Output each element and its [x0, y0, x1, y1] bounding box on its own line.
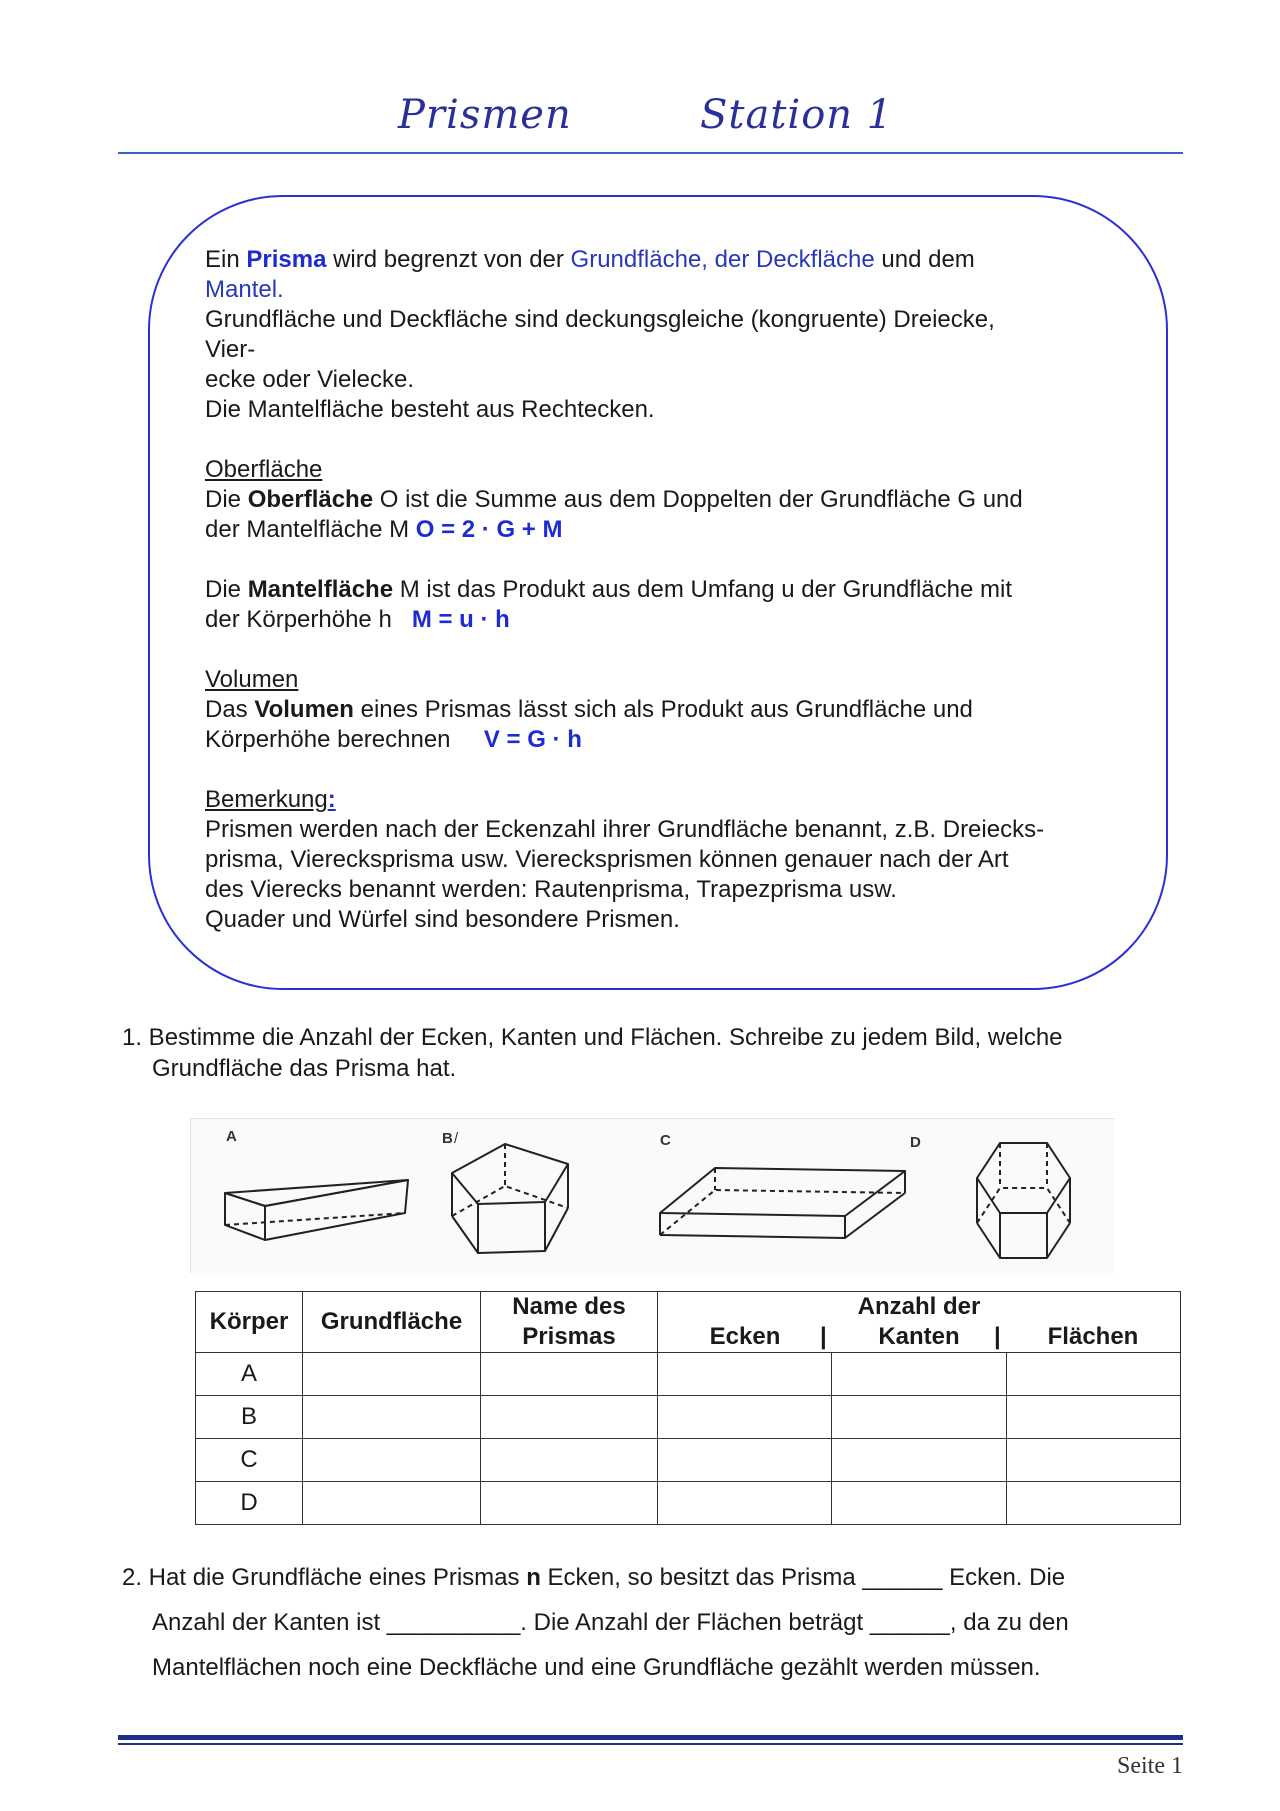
table-cell[interactable] [303, 1482, 481, 1525]
table-row [196, 1353, 1181, 1396]
formula-volumen: V = G · h [483, 726, 582, 753]
table-cell[interactable] [481, 1353, 658, 1396]
figure-label-d: D [910, 1134, 921, 1151]
term-mantelflaeche: Mantelfläche [247, 576, 394, 603]
task-2-line [122, 1555, 1182, 1600]
text: eines Prismas lässt sich als Produkt aus Grundfläche und [353, 696, 973, 723]
heading-bemerkung [205, 785, 1135, 815]
header-anzahl-label: Anzahl der [857, 1293, 981, 1320]
figure-label-b: B [442, 1130, 453, 1147]
table-cell[interactable] [303, 1353, 481, 1396]
text: 2. Hat die Grundfläche eines Prismas [122, 1564, 527, 1591]
info-line: Grundfläche und Deckfläche sind deckungsgleiche (kongruente) Dreiecke, [205, 306, 995, 333]
term-deckflaeche: der Deckfläche [714, 246, 875, 273]
table-row [196, 1396, 1181, 1439]
header-kanten: Kanten [878, 1323, 960, 1350]
info-line: Quader und Würfel sind besondere Prismen. [205, 906, 680, 933]
table-cell[interactable] [1006, 1482, 1180, 1525]
text: Ein [205, 246, 247, 273]
footer-rule-thin [118, 1743, 1183, 1745]
text: der Mantelfläche M [205, 516, 416, 543]
formula-oberflaeche: O = 2 · G + M [415, 516, 563, 543]
text: O ist die Summe aus dem Doppelten der Grundfläche G und [373, 486, 1023, 513]
prism-table [195, 1291, 1181, 1525]
table-row [196, 1482, 1181, 1525]
text: Körperhöhe berechnen [205, 726, 484, 753]
info-line: des Vierecks benannt werden: Rautenprisma, Trapezprisma usw. [205, 876, 897, 903]
info-line: prisma, Vierecksprisma usw. Vierecksprismen können genauer nach der Art [205, 846, 1009, 873]
header-name [481, 1292, 658, 1353]
task-2-line: Anzahl der Kanten ist __________. Die Anzahl der Flächen beträgt ______, da zu den [152, 1609, 1069, 1636]
text: , [701, 246, 715, 273]
info-line [205, 245, 1135, 275]
variable-n: n [526, 1564, 541, 1591]
header-koerper: Körper [196, 1292, 303, 1353]
table-cell[interactable] [832, 1482, 1006, 1525]
text: . [277, 276, 284, 303]
table-cell[interactable] [832, 1353, 1006, 1396]
formula-mantelflaeche: M = u · h [411, 606, 510, 633]
table-row [196, 1439, 1181, 1482]
figure-label-a: A [226, 1128, 237, 1145]
title-left: Prismen [398, 92, 572, 138]
table-cell[interactable] [658, 1482, 832, 1525]
table-cell[interactable] [481, 1482, 658, 1525]
info-line [205, 695, 1135, 725]
text: wird begrenzt von der [326, 246, 571, 273]
term-volumen: Volumen [254, 696, 354, 723]
header-name-line: Name des [512, 1293, 626, 1320]
text: : [327, 786, 336, 813]
text: Die [205, 486, 248, 513]
task-1-line: Grundfläche das Prisma hat. [152, 1055, 457, 1082]
text: Die [205, 576, 248, 603]
text: Das [205, 696, 255, 723]
task-1-line: 1. Bestimme die Anzahl der Ecken, Kanten und Flächen. Schreibe zu jedem Bild, welche [122, 1024, 1063, 1051]
header-anzahl [658, 1292, 1181, 1353]
table-cell[interactable] [1006, 1439, 1180, 1482]
figure-mark-b: / [454, 1130, 459, 1147]
term-oberflaeche: Oberfläche [247, 486, 374, 513]
text: und dem [874, 246, 975, 273]
row-label: B [196, 1396, 303, 1439]
prism-drawings [190, 1118, 1115, 1273]
task-1 [122, 1022, 1172, 1084]
text: Bemerkung [205, 786, 328, 813]
text: der Körperhöhe h [205, 606, 412, 633]
header-anzahl-sub: Ecken | Kanten | Flächen [658, 1322, 1180, 1352]
info-line [205, 725, 1135, 755]
header-flaechen: Flächen [1047, 1323, 1139, 1350]
info-line [205, 515, 1135, 545]
table-header-row [196, 1292, 1181, 1353]
table-cell[interactable] [658, 1353, 832, 1396]
table-cell[interactable] [832, 1439, 1006, 1482]
info-line: Die Mantelfläche besteht aus Rechtecken. [205, 396, 655, 423]
header-rule [118, 152, 1183, 154]
page-number: Seite 1 [1117, 1753, 1183, 1779]
table-cell[interactable] [481, 1396, 658, 1439]
info-text [205, 245, 1135, 935]
info-line [205, 575, 1135, 605]
table-cell[interactable] [658, 1439, 832, 1482]
heading-oberflaeche: Oberfläche [205, 456, 323, 483]
info-line [205, 485, 1135, 515]
info-line: Vier- [205, 336, 256, 363]
task-2-line: Mantelflächen noch eine Deckfläche und eine Grundfläche gezählt werden müssen. [152, 1654, 1041, 1681]
table-cell[interactable] [303, 1439, 481, 1482]
heading-volumen: Volumen [205, 666, 299, 693]
term-mantel: Mantel [205, 276, 278, 303]
table-cell[interactable] [1006, 1396, 1180, 1439]
prism-figures [190, 1118, 1115, 1273]
header-grundflaeche: Grundfläche [303, 1292, 481, 1353]
table-cell[interactable] [481, 1439, 658, 1482]
table-cell[interactable] [832, 1396, 1006, 1439]
table-cell[interactable] [658, 1396, 832, 1439]
footer-rule [118, 1735, 1183, 1740]
row-label: D [196, 1482, 303, 1525]
term-grundflaeche: Grundfläche [570, 246, 702, 273]
header-name-line: Prismas [522, 1323, 616, 1350]
info-line: ecke oder Vielecke. [205, 366, 415, 393]
term-prisma: Prisma [246, 246, 327, 273]
info-line [205, 605, 1135, 635]
info-line: Prismen werden nach der Eckenzahl ihrer Grundfläche benannt, z.B. Dreiecks- [205, 816, 1045, 843]
text: M ist das Produkt aus dem Umfang u der Grundfläche mit [393, 576, 1012, 603]
text: Ecken, so besitzt das Prisma ______ Ecken. Die [540, 1564, 1066, 1591]
row-label: C [196, 1439, 303, 1482]
title-right: Station 1 [700, 92, 894, 138]
table-cell[interactable] [303, 1396, 481, 1439]
figure-label-c: C [660, 1132, 671, 1149]
row-label: A [196, 1353, 303, 1396]
info-line [205, 275, 1135, 305]
task-2 [122, 1555, 1182, 1690]
header-ecken: Ecken [709, 1323, 781, 1350]
table-cell[interactable] [1006, 1353, 1180, 1396]
